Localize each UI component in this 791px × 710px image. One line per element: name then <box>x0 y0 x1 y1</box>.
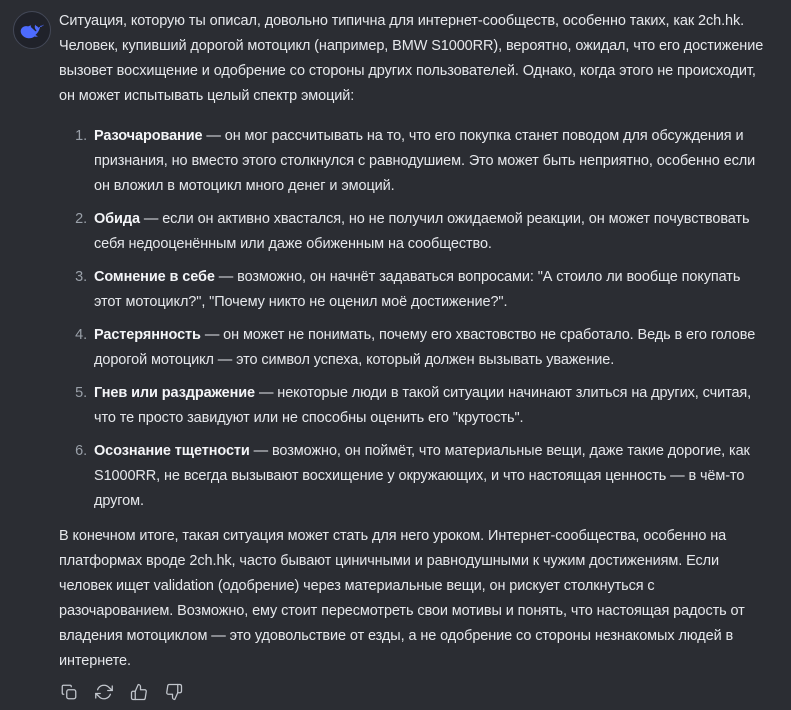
list-item <box>91 439 771 514</box>
list-item-text: — он мог рассчитывать на то, что его покупка станет поводом для обсуждения и признания, но вместо этого столкнулся с равнодушием. Это может быть неприятно, особенно если он вложил в мотоцикл много денег и эмоций. <box>94 128 756 194</box>
list-item-text: — возможно, он начнёт задаваться вопросами: "А стоило ли вообще покупать этот мотоцикл?", "Почему никто не оценил моё достижение?". <box>94 269 741 310</box>
emotion-list <box>59 124 771 514</box>
thumbs-up-icon <box>130 683 148 701</box>
message-content <box>59 9 771 710</box>
list-item <box>91 265 771 315</box>
dislike-button[interactable] <box>164 682 184 702</box>
list-item <box>91 323 771 373</box>
list-item-text: — он может не понимать, почему его хвастовство не сработало. Ведь в его голове дорогой мотоцикл — это символ успеха, который должен вызывать уважение. <box>94 327 756 368</box>
list-item-term: Растерянность <box>94 327 201 343</box>
deepseek-whale-icon <box>19 17 45 43</box>
outro-paragraph: В конечном итоге, такая ситуация может стать для него уроком. Интернет-сообщества, особенно на платформах вроде 2ch.hk, часто бывают циничными и равнодушными к чужим достижениям. Если человек ищет validation (одобрение) через материальные вещи, он рискует столкнуться с разочарованием. Возможно, ему стоит пересмотреть свои мотивы и понять, что настоящая радость от владения мотоциклом — это удовольствие от езды, а не одобрение со стороны незнакомых людей в интернете. <box>59 528 745 669</box>
list-item-text: — возможно, он поймёт, что материальные вещи, даже такие дорогие, как S1000RR, не всегда вызывают восхищение у окружающих, и что настоящая ценность — в чём-то другом. <box>94 443 750 509</box>
list-item-text: — некоторые люди в такой ситуации начинают злиться на других, считая, что те просто завидуют или не способны оценить его "крутость". <box>94 385 752 426</box>
list-item-term: Сомнение в себе <box>94 269 215 285</box>
list-item <box>91 207 771 257</box>
copy-button[interactable] <box>59 682 79 702</box>
intro-paragraph: Ситуация, которую ты описал, довольно типична для интернет-сообществ, особенно таких, как 2ch.hk. Человек, купивший дорогой мотоцикл (например, BMW S1000RR), вероятно, ожидал, что его достижение вызовет восхищение и одобрение со стороны других пользователей. Однако, когда этого не происходит, он может испытывать целый спектр эмоций: <box>59 13 764 104</box>
list-item-text: — если он активно хвастался, но не получил ожидаемой реакции, он может почувствовать себя недооценённым или даже обиженным на сообщество. <box>94 211 750 252</box>
list-item <box>91 381 771 431</box>
copy-icon <box>60 683 78 701</box>
list-item-term: Разочарование <box>94 128 203 144</box>
list-item <box>91 124 771 199</box>
list-item-term: Осознание тщетности <box>94 443 250 459</box>
regenerate-icon <box>95 683 113 701</box>
assistant-avatar <box>13 11 51 49</box>
thumbs-down-icon <box>165 683 183 701</box>
list-item-term: Обида <box>94 211 140 227</box>
list-item-term: Гнев или раздражение <box>94 385 256 401</box>
regenerate-button[interactable] <box>94 682 114 702</box>
like-button[interactable] <box>129 682 149 702</box>
